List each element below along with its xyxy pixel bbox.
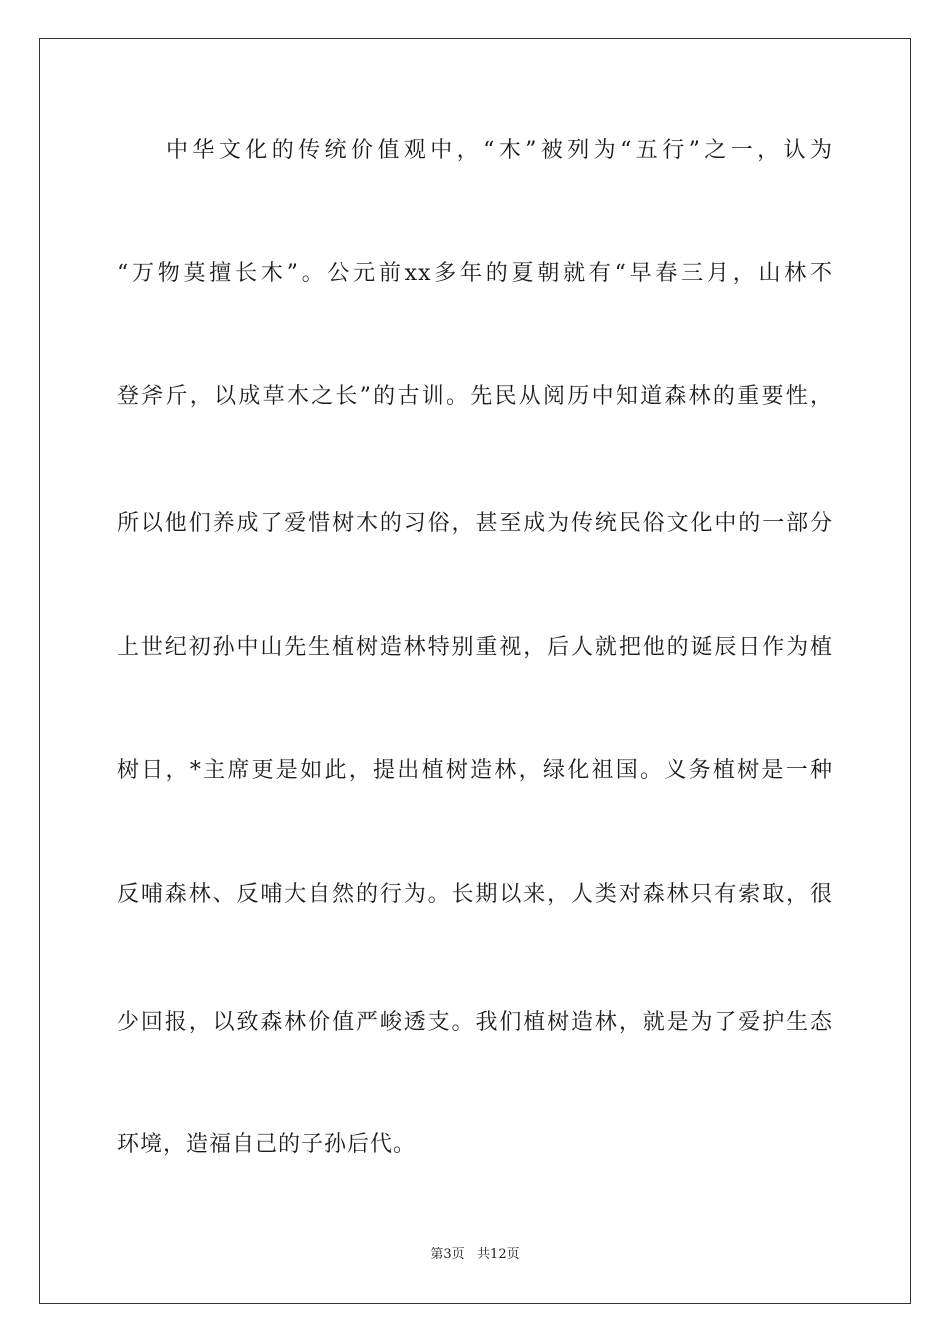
paragraph-line: 反哺森林、反哺大自然的行为。长期以来，人类对森林只有索取，很	[117, 882, 833, 907]
paragraph-line: 上世纪初孙中山先生植树造林特别重视，后人就把他的诞辰日作为植	[117, 635, 833, 660]
page-number-footer: 第3页 共12页	[430, 1247, 520, 1262]
page-border	[39, 38, 911, 1304]
paragraph-line: 所以他们养成了爱惜树木的习俗，甚至成为传统民俗文化中的一部分	[117, 511, 833, 536]
paragraph-line: 环境，造福自己的子孙后代。	[117, 1132, 417, 1157]
paragraph-line: 少回报，以致森林价值严峻透支。我们植树造林，就是为了爱护生态	[117, 1010, 833, 1035]
paragraph-line: 登斧斤，以成草木之长”的古训。先民从阅历中知道森林的重要性，	[117, 384, 833, 409]
paragraph-line: 树日，*主席更是如此，提出植树造林，绿化祖国。义务植树是一种	[117, 758, 833, 783]
paragraph-line: “万物莫擅长木”。公元前xx多年的夏朝就有“早春三月，山林不	[117, 261, 833, 286]
paragraph-line: 中华文化的传统价值观中，“木”被列为“五行”之一，认为	[166, 138, 833, 163]
